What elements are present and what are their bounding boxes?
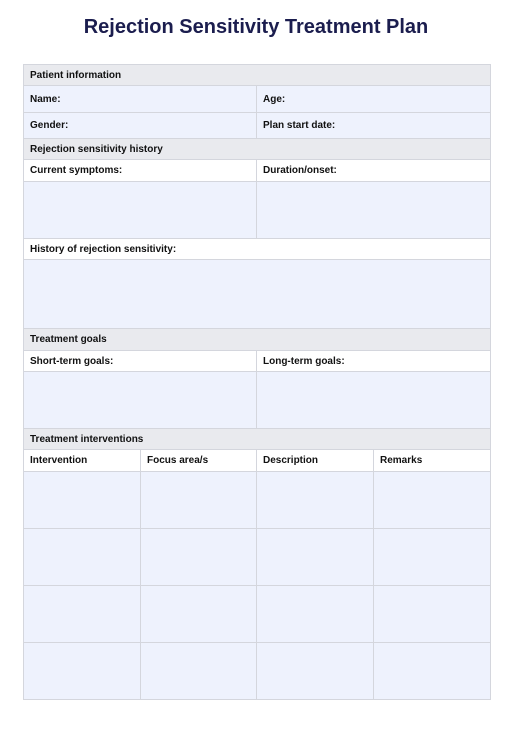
age-field[interactable]: Age: bbox=[257, 86, 491, 113]
page-title: Rejection Sensitivity Treatment Plan bbox=[83, 16, 429, 38]
intervention-cell[interactable] bbox=[24, 472, 141, 529]
interventions-header-row bbox=[24, 450, 491, 472]
plan-start-date-field[interactable]: Plan start date: bbox=[257, 113, 491, 139]
short-term-goals-label: Short-term goals: bbox=[24, 351, 257, 372]
name-field[interactable]: Name: bbox=[24, 86, 257, 113]
history-label-row bbox=[24, 239, 491, 260]
section-patient-information bbox=[24, 65, 491, 86]
intervention-cell[interactable] bbox=[24, 643, 141, 700]
name-age-row bbox=[24, 86, 491, 113]
short-term-goals-field[interactable] bbox=[24, 372, 257, 429]
description-cell[interactable] bbox=[257, 643, 374, 700]
table-row bbox=[24, 586, 491, 643]
goals-label-row bbox=[24, 351, 491, 372]
history-of-rejection-sensitivity-field[interactable] bbox=[24, 260, 491, 329]
table-row bbox=[24, 529, 491, 586]
column-header-remarks: Remarks bbox=[374, 450, 491, 472]
history-input-row bbox=[24, 260, 491, 329]
section-heading: Rejection sensitivity history bbox=[24, 139, 491, 160]
history-of-rejection-sensitivity-label: History of rejection sensitivity: bbox=[24, 239, 491, 260]
table-row bbox=[24, 643, 491, 700]
section-heading: Treatment interventions bbox=[24, 429, 491, 450]
remarks-cell[interactable] bbox=[374, 529, 491, 586]
duration-onset-field[interactable] bbox=[257, 182, 491, 239]
section-history bbox=[24, 139, 491, 160]
long-term-goals-label: Long-term goals: bbox=[257, 351, 491, 372]
column-header-focus-area: Focus area/s bbox=[141, 450, 257, 472]
description-cell[interactable] bbox=[257, 529, 374, 586]
description-cell[interactable] bbox=[257, 586, 374, 643]
gender-field[interactable]: Gender: bbox=[24, 113, 257, 139]
column-header-intervention: Intervention bbox=[24, 450, 141, 472]
treatment-plan-form bbox=[23, 64, 491, 700]
table-row bbox=[24, 472, 491, 529]
section-treatment-interventions bbox=[24, 429, 491, 450]
symptoms-duration-input-row bbox=[24, 182, 491, 239]
column-header-description: Description bbox=[257, 450, 374, 472]
section-heading: Treatment goals bbox=[24, 329, 491, 351]
goals-input-row bbox=[24, 372, 491, 429]
focus-area-cell[interactable] bbox=[141, 472, 257, 529]
section-heading: Patient information bbox=[24, 65, 491, 86]
focus-area-cell[interactable] bbox=[141, 529, 257, 586]
duration-onset-label: Duration/onset: bbox=[257, 160, 491, 182]
remarks-cell[interactable] bbox=[374, 643, 491, 700]
long-term-goals-field[interactable] bbox=[257, 372, 491, 429]
intervention-cell[interactable] bbox=[24, 529, 141, 586]
current-symptoms-label: Current symptoms: bbox=[24, 160, 257, 182]
gender-start-row bbox=[24, 113, 491, 139]
current-symptoms-field[interactable] bbox=[24, 182, 257, 239]
symptoms-duration-label-row bbox=[24, 160, 491, 182]
section-treatment-goals bbox=[24, 329, 491, 351]
intervention-cell[interactable] bbox=[24, 586, 141, 643]
focus-area-cell[interactable] bbox=[141, 643, 257, 700]
focus-area-cell[interactable] bbox=[141, 586, 257, 643]
remarks-cell[interactable] bbox=[374, 586, 491, 643]
description-cell[interactable] bbox=[257, 472, 374, 529]
remarks-cell[interactable] bbox=[374, 472, 491, 529]
